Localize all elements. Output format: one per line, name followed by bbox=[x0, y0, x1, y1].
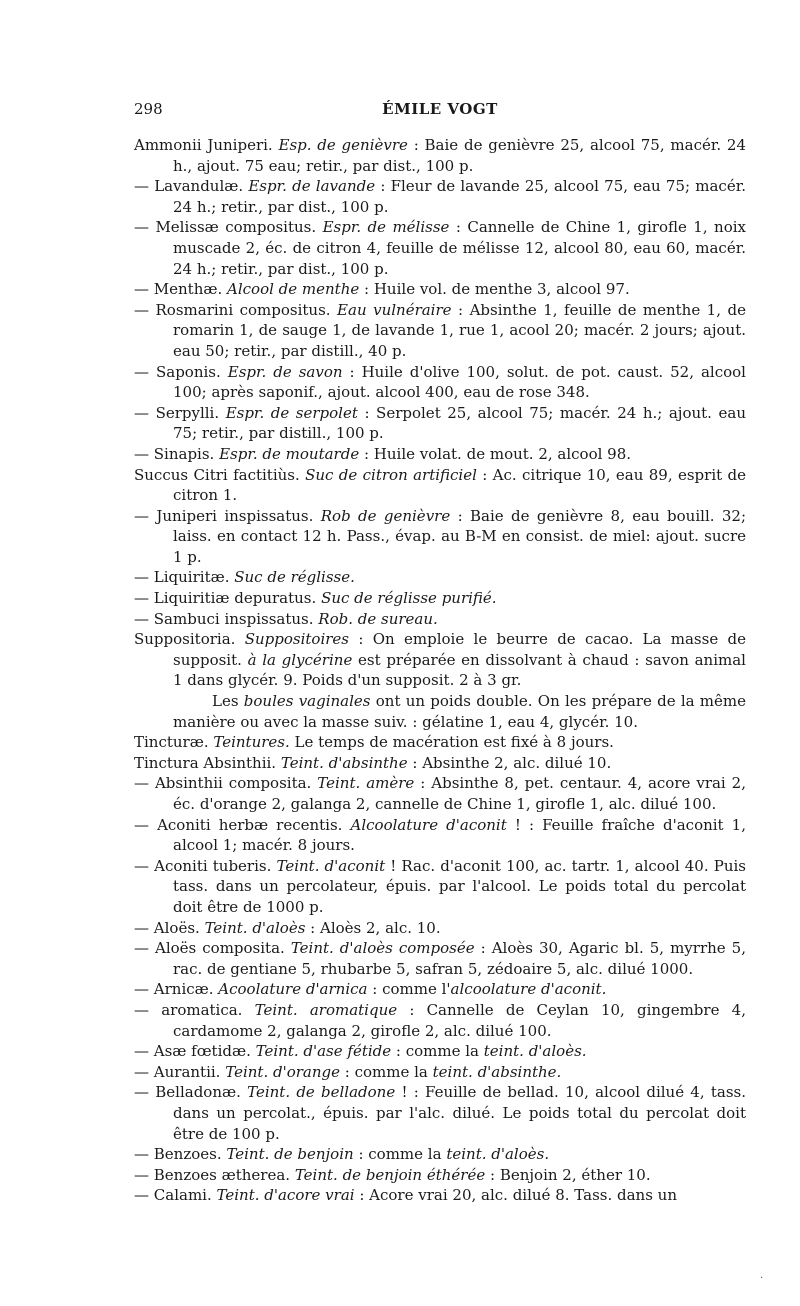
french-name: boules vaginales bbox=[243, 692, 371, 711]
entry bbox=[134, 979, 746, 1000]
entry-dash: — bbox=[134, 218, 149, 237]
entry-text: : Baie de genièvre 8, eau bouill. 32; laiss. en contact 12 h. Pass., évap. au B-M en consist. de miel: ajout. sucre 1 p. bbox=[173, 506, 747, 566]
latin-name: Liquiritæ. bbox=[153, 568, 230, 587]
french-name: Teint. de benjoin bbox=[226, 1145, 354, 1164]
french-name: Teint. de benjoin éthérée bbox=[294, 1165, 486, 1184]
latin-name: Arnicæ. bbox=[153, 980, 214, 999]
latin-name: aromatica. bbox=[161, 1000, 243, 1019]
entry-dash: — bbox=[134, 1062, 149, 1081]
entry-text: : Cannelle de Chine 1, girofle 1, noix muscade 2, éc. de citron 4, feuille de mélisse 12, alcool 80, eau 60, macér. 24 h.; retir., par dist., 100 p. bbox=[173, 218, 746, 278]
entry-dash: — bbox=[134, 609, 149, 628]
entry bbox=[134, 403, 746, 444]
entry bbox=[134, 1041, 746, 1062]
french-name: Teint. d'aloès bbox=[204, 918, 306, 937]
french-name: Suc de citron artificiel bbox=[305, 465, 477, 484]
entry-dash: — bbox=[134, 589, 149, 608]
entry-dash: — bbox=[134, 1165, 149, 1184]
entry-text: ! Rac. d'aconit 100, ac. tartr. 1, alcool 40. Puis tass. dans un percolateur, épuis. par l'alcool. Le poids total du percolat doit être de 1000 p. bbox=[173, 856, 746, 916]
entry bbox=[134, 1185, 746, 1206]
entry-dash: — bbox=[134, 177, 149, 196]
french-name: Esp. de genièvre bbox=[278, 136, 408, 154]
entry bbox=[134, 856, 746, 918]
latin-name: Tinctura Absinthii. bbox=[134, 753, 277, 772]
french-name: Acoolature d'arnica bbox=[218, 980, 368, 999]
entry-text: : Acore vrai 20, alc. dilué 8. Tass. dans un bbox=[359, 1186, 677, 1205]
entry bbox=[134, 753, 746, 774]
entry bbox=[134, 629, 746, 691]
paragraph bbox=[134, 691, 746, 732]
french-name: Espr. de mélisse bbox=[322, 218, 450, 237]
french-name: Teintures. bbox=[213, 733, 290, 752]
entry-text: : Huile d'olive 100, solut. de pot. caust. 52, alcool 100; après saponif., ajout. alcool 400, eau de rose 348. bbox=[173, 362, 746, 402]
entry bbox=[134, 217, 746, 279]
latin-name: Aloës. bbox=[153, 918, 200, 937]
entry-text-2: est préparée en dissolvant à chaud : savon animal 1 dans glycér. 9. Poids d'un supposit. 2 à 3 gr. bbox=[173, 650, 746, 690]
latin-name: Menthæ. bbox=[153, 280, 223, 299]
entry bbox=[134, 1082, 746, 1144]
french-name: Teint. d'aloès composée bbox=[290, 939, 475, 958]
entry-text: : Huile volat. de mout. 2, alcool 98. bbox=[363, 444, 632, 463]
entry-dash: — bbox=[134, 918, 149, 937]
latin-name: Asæ fœtidæ. bbox=[153, 1042, 251, 1061]
entry bbox=[134, 1165, 746, 1186]
running-head: ÉMILE VOGT bbox=[382, 100, 498, 118]
french-name: Teint. amère bbox=[317, 774, 415, 793]
entry bbox=[134, 135, 746, 176]
page-number: 298 bbox=[134, 100, 163, 118]
entry-text: : comme la bbox=[395, 1042, 479, 1061]
latin-name: Melissæ compositus. bbox=[155, 218, 317, 237]
latin-name: Tincturæ. bbox=[134, 733, 209, 752]
latin-name: Calami. bbox=[153, 1186, 212, 1205]
entry-text: : comme l' bbox=[372, 980, 451, 999]
latin-name: Aurantii. bbox=[153, 1062, 221, 1081]
entry-dash: — bbox=[134, 774, 149, 793]
entry bbox=[134, 506, 746, 568]
entry bbox=[134, 918, 746, 939]
entry-dash: — bbox=[134, 403, 149, 422]
entry-dash: — bbox=[134, 939, 149, 958]
latin-name: Aconiti herbæ recentis. bbox=[157, 815, 343, 834]
latin-name: Serpylli. bbox=[155, 403, 220, 422]
entry-text: : Absinthe 1, feuille de menthe 1, de romarin 1, de sauge 1, de lavande 1, rue 1, acool 20; macér. 2 jours; ajout. eau 50; retir., par distill., 40 p. bbox=[173, 300, 746, 360]
entry-text: : Fleur de lavande 25, alcool 75, eau 75; macér. 24 h.; retir., par dist., 100 p. bbox=[173, 177, 746, 216]
entry-text: : Absinthe 8, pet. centaur. 4, acore vrai 2, éc. d'orange 2, galanga 2, cannelle de Chine 1, girofle 1, alc. dilué 100. bbox=[173, 774, 746, 813]
entry-text: : Absinthe 2, alc. dilué 10. bbox=[412, 753, 612, 772]
french-name: Teint. d'acore vrai bbox=[216, 1186, 355, 1205]
french-name: Suc de réglisse. bbox=[234, 568, 355, 587]
french-name: Teint. d'ase fétide bbox=[255, 1042, 392, 1061]
latin-name: Absinthii composita. bbox=[154, 774, 312, 793]
entry-text: : comme la bbox=[358, 1145, 442, 1164]
entry bbox=[134, 1062, 746, 1083]
french-name: Alcool de menthe bbox=[227, 280, 360, 299]
entry-dash: — bbox=[134, 1083, 149, 1102]
entry-text: : Serpolet 25, alcool 75; macér. 24 h.; ajout. eau 75; retir., par distill., 100 p. bbox=[173, 403, 746, 443]
latin-name: Liquiritiæ depuratus. bbox=[153, 589, 317, 608]
paragraph-lead: Les bbox=[212, 692, 239, 711]
french-name: Rob. de sureau. bbox=[318, 609, 438, 628]
entry bbox=[134, 444, 746, 465]
entry bbox=[134, 732, 746, 753]
entry bbox=[134, 465, 746, 506]
entry-dash: — bbox=[134, 280, 149, 299]
french-name: Espr. de savon bbox=[227, 362, 343, 381]
entry bbox=[134, 588, 746, 609]
entry-text: : comme la bbox=[344, 1062, 428, 1081]
latin-name: Belladonæ. bbox=[155, 1083, 241, 1102]
latin-name: Sambuci inspissatus. bbox=[153, 609, 314, 628]
french-name-2: teint. d'aloès. bbox=[446, 1145, 550, 1164]
french-name-2: alcoolature d'aconit. bbox=[450, 980, 607, 999]
entry bbox=[134, 1000, 746, 1041]
entry-text: : Baie de genièvre 25, alcool 75, macér. 24 h., ajout. 75 eau; retir., par dist., 100 p. bbox=[173, 136, 747, 175]
entry bbox=[134, 176, 746, 217]
french-name: Rob de genièvre bbox=[320, 506, 451, 525]
entry bbox=[134, 1144, 746, 1165]
entry-dash: — bbox=[134, 506, 149, 525]
entry-dash: — bbox=[134, 1186, 149, 1205]
entry-dash: — bbox=[134, 980, 149, 999]
footer-mark: . bbox=[760, 1270, 764, 1281]
latin-name: Lavandulæ. bbox=[154, 177, 244, 196]
entry-dash: — bbox=[134, 362, 149, 381]
french-name: Teint. d'orange bbox=[225, 1062, 340, 1081]
entry-text: : Cannelle de Ceylan 10, gingembre 4, cardamome 2, galanga 2, girofle 2, alc. dilué 100. bbox=[173, 1000, 746, 1040]
entry-text: Le temps de macération est fixé à 8 jours. bbox=[294, 733, 614, 752]
entry-dash: — bbox=[134, 444, 149, 463]
entry-dash: — bbox=[134, 856, 149, 875]
french-name: Teint. d'absinthe bbox=[280, 753, 408, 772]
entry bbox=[134, 362, 746, 403]
french-name-2: teint. d'aloès. bbox=[483, 1042, 587, 1061]
latin-name: Saponis. bbox=[155, 362, 221, 381]
french-name: Teint. d'aconit bbox=[276, 856, 386, 875]
french-name: Teint. aromatique bbox=[254, 1000, 398, 1019]
entry-text: ont un poids double. On les prépare de la même manière ou avec la masse suiv. : gélatine 1, eau 4, glycér. 10. bbox=[173, 692, 746, 731]
entry bbox=[134, 815, 746, 856]
entry-dash: — bbox=[134, 815, 149, 834]
entry bbox=[134, 300, 746, 362]
entry-text: : On emploie le beurre de cacao. La masse de supposit. bbox=[173, 630, 746, 669]
entry-text: : Ac. citrique 10, eau 89, esprit de citron 1. bbox=[173, 465, 746, 505]
entry bbox=[134, 609, 746, 630]
entry bbox=[134, 773, 746, 814]
entry-dash: — bbox=[134, 300, 149, 319]
entry-text: : Benjoin 2, éther 10. bbox=[490, 1165, 651, 1184]
latin-name: Sinapis. bbox=[153, 444, 215, 463]
latin-name: Suppositoria. bbox=[134, 630, 236, 649]
entry-text: ! : Feuille fraîche d'aconit 1, alcool 1; macér. 8 jours. bbox=[173, 815, 746, 855]
entry-text: : Aloès 2, alc. 10. bbox=[310, 918, 441, 937]
french-name-2: à la glycérine bbox=[247, 650, 353, 669]
latin-name: Benzoes ætherea. bbox=[153, 1165, 291, 1184]
french-name: Teint. de belladone bbox=[247, 1083, 396, 1102]
entry-dash: — bbox=[134, 1000, 149, 1019]
entry-text: : Huile vol. de menthe 3, alcool 97. bbox=[364, 280, 630, 299]
latin-name: Aconiti tuberis. bbox=[154, 856, 272, 875]
entry bbox=[134, 938, 746, 979]
latin-name: Aloës composita. bbox=[155, 939, 285, 958]
latin-name: Rosmarini compositus. bbox=[155, 300, 331, 319]
french-name: Espr. de lavande bbox=[248, 177, 376, 196]
french-name-2: teint. d'absinthe. bbox=[432, 1062, 562, 1081]
entry-text: : Aloès 30, Agaric bl. 5, myrrhe 5, rac. de gentiane 5, rhubarbe 5, safran 5, zédoaire 5, alc. dilué 1000. bbox=[173, 939, 746, 978]
latin-name: Benzoes. bbox=[153, 1145, 222, 1164]
french-name: Espr. de serpolet bbox=[225, 403, 358, 422]
french-name: Espr. de moutarde bbox=[219, 444, 360, 463]
entry bbox=[134, 279, 746, 300]
french-name: Suppositoires bbox=[244, 630, 350, 649]
latin-name: Juniperi inspissatus. bbox=[156, 506, 314, 525]
entry-dash: — bbox=[134, 1042, 149, 1061]
latin-name: Ammonii Juniperi. bbox=[134, 136, 273, 154]
french-name: Alcoolature d'aconit bbox=[350, 815, 507, 834]
french-name: Eau vulnéraire bbox=[337, 300, 452, 319]
text-body bbox=[134, 135, 746, 1206]
french-name: Suc de réglisse purifié. bbox=[321, 589, 497, 608]
entry bbox=[134, 567, 746, 588]
latin-name: Succus Citri factitiùs. bbox=[134, 465, 300, 484]
page-header bbox=[134, 100, 746, 122]
entry-dash: — bbox=[134, 1145, 149, 1164]
entry-text: ! : Feuille de bellad. 10, alcool dilué 4, tass. dans un percolat., épuis. par l'alc. dilué. Le poids total du percolat doit être de 100 p. bbox=[173, 1083, 746, 1143]
entry-dash: — bbox=[134, 568, 149, 587]
